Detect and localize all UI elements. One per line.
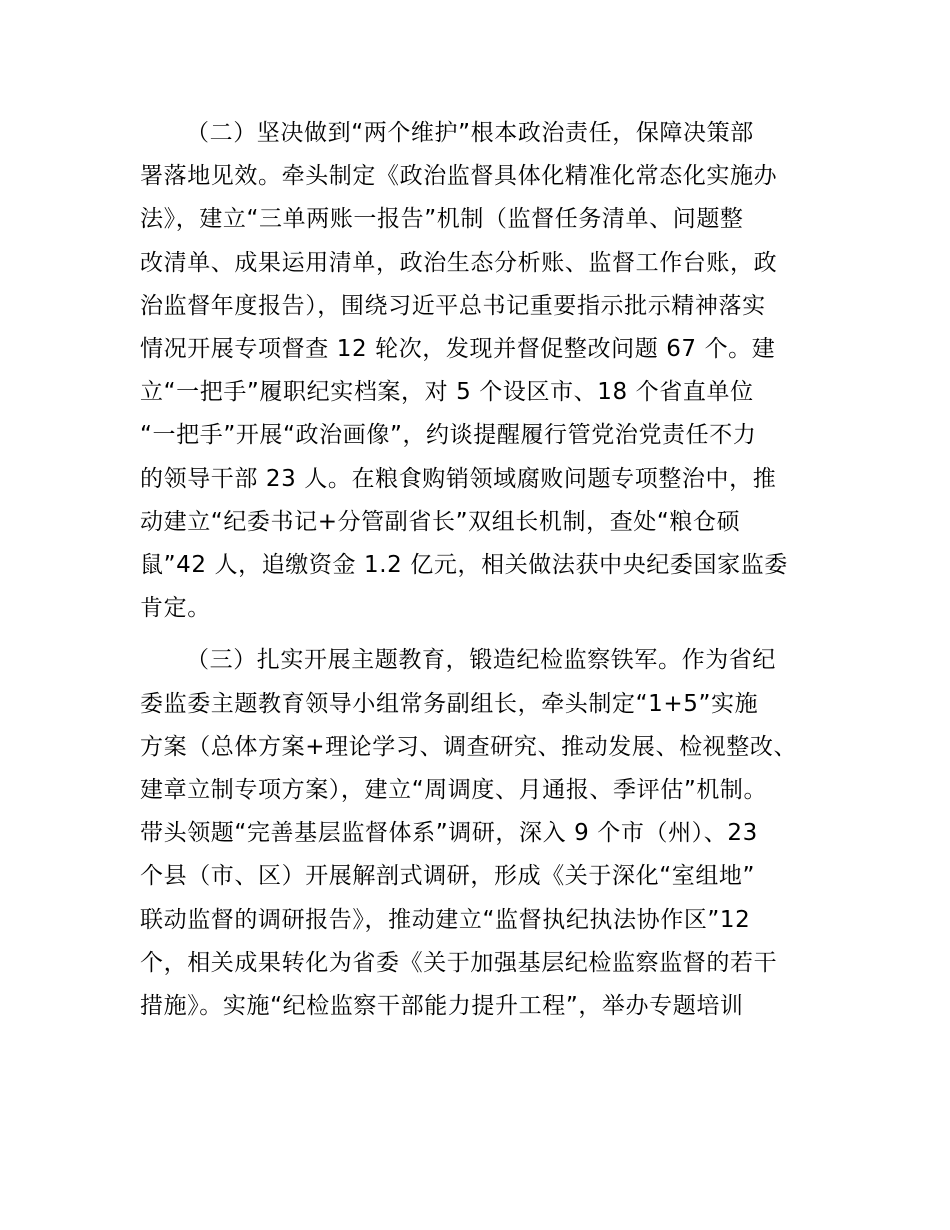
text-line: 个，相关成果转化为省委《关于加强基层纪检监察监督的若干 <box>140 949 778 976</box>
text-line: 肯定。 <box>140 595 211 622</box>
text-line: 委监委主题教育领导小组常务副组长，牵头制定“1+5”实施 <box>140 690 759 717</box>
text-line: 立“一把手”履职纪实档案，对 5 个设区市、18 个省直单位 <box>140 379 754 406</box>
text-line: 带头领题“完善基层监督体系”调研，深入 9 个市（州）、23 <box>140 820 758 847</box>
text-line: 情况开展专项督查 12 轮次，发现并督促整改问题 67 个。建 <box>140 336 776 363</box>
text-line: 鼠”42 人，追缴资金 1.2 亿元，相关做法获中央纪委国家监委 <box>140 552 788 579</box>
text-line: 治监督年度报告），围绕习近平总书记重要指示批示精神落实 <box>140 292 766 319</box>
text-line: 署落地见效。牵头制定《政治监督具体化精准化常态化实施办 <box>140 163 778 190</box>
text-line: 法》，建立“三单两账一报告”机制（监督任务清单、问题整 <box>140 206 744 233</box>
text-line: （三）扎实开展主题教育，锻造纪检监察铁军。作为省纪 <box>186 647 776 674</box>
text-line: 动建立“纪委书记+分管副省长”双组长机制，查处“粮仓硕 <box>140 508 741 535</box>
text-line: 改清单、成果运用清单，政治生态分析账、监督工作台账，政 <box>140 249 778 276</box>
text-line: （二）坚决做到“两个维护”根本政治责任，保障决策部 <box>186 120 754 146</box>
text-line: 方案（总体方案+理论学习、调查研究、推动发展、检视整改、 <box>140 733 798 760</box>
text-line: 措施》。实施“纪检监察干部能力提升工程”，举办专题培训 <box>140 993 744 1020</box>
paragraph-section-two <box>140 112 828 630</box>
document-body <box>140 112 828 1037</box>
text-line: 的领导干部 23 人。在粮食购销领域腐败问题专项整治中，推 <box>140 465 777 492</box>
text-line: 联动监督的调研报告》，推动建立“监督执纪执法协作区”12 <box>140 906 751 933</box>
text-line: “一把手”开展“政治画像”，约谈提醒履行管党治党责任不力 <box>140 422 757 449</box>
text-line: 建章立制专项方案），建立“周调度、月通报、季评估”机制。 <box>140 777 768 804</box>
paragraph-section-three <box>140 639 828 1028</box>
text-line: 个县（市、区）开展解剖式调研，形成《关于深化“室组地” <box>140 863 756 890</box>
